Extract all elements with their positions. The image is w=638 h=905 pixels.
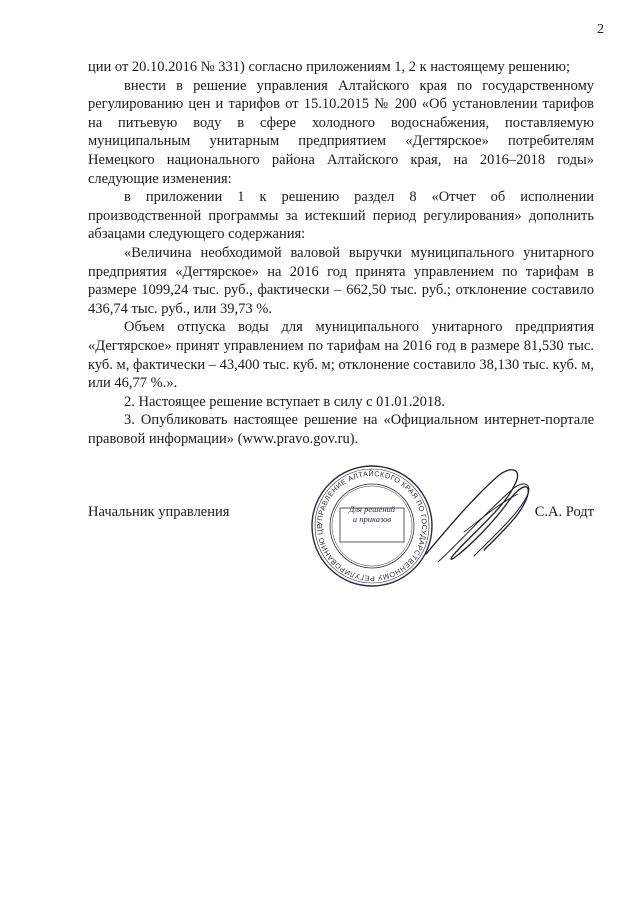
paragraph-revenue: «Величина необходимой валовой выручки муниципального унитарного предприятия «Дегтярское» на 2016 год принята управлением по тарифам в размере 1099,24 тыс. руб., фактически – 662,50 тыс. руб.; отклонение составило 436,74 тыс. руб., или 39,73 %. bbox=[88, 244, 594, 317]
position-title: Начальник управления bbox=[88, 504, 230, 520]
document-body bbox=[88, 58, 594, 448]
stamp-ring-text: УПРАВЛЕНИЕ АЛТАЙСКОГО КРАЯ ПО ГОСУДАРСТВЕННОМУ РЕГУЛИРОВАНИЮ ЦЕН И ТАРИФОВ * ИНН 2221177627 bbox=[307, 457, 430, 584]
paragraph-effective-date: 2. Настоящее решение вступает в силу с 01.01.2018. bbox=[124, 393, 446, 410]
signature-scribble-icon bbox=[418, 458, 538, 578]
paragraph-publication: 3. Опубликовать настоящее решение на «Официальном интернет-портале правовой информации» (www.pravo.gov.ru). bbox=[88, 412, 594, 447]
stamp-center-line-2: и приказов bbox=[352, 514, 392, 524]
page-number: 2 bbox=[597, 22, 604, 37]
paragraph-water-volume: Объем отпуска воды для муниципального унитарного предприятия «Дегтярское» принят управлением по тарифам на 2016 год в размере 81,530 тыс. куб. м, фактически – 43,400 тыс. куб. м; отклонение составило 38,130 тыс. куб. м, или 46,77 %.». bbox=[88, 319, 594, 392]
official-stamp bbox=[307, 457, 434, 588]
handwritten-signature bbox=[418, 458, 538, 578]
stamp-center-line-1: Для решений bbox=[348, 504, 396, 514]
paragraph-amendment-intro: внести в решение управления Алтайского края по государственному регулированию цен и тарифов от 15.10.2015 № 200 «Об установлении тарифов на питьевую воду в сфере холодного водоснабжения, поставляемую муниципальным унитарным предприятием «Дегтярское» потребителям Немецкого национального района Алтайского края, на 2016–2018 годы» следующие изменения: bbox=[88, 77, 594, 187]
paragraph-appendix-change: в приложении 1 к решению раздел 8 «Отчет об исполнении производственной программы за истекший период регулирования» дополнить абзацами следующего содержания: bbox=[88, 189, 594, 243]
signature-block bbox=[88, 457, 594, 590]
stamp-center-label bbox=[340, 504, 404, 540]
signer-name: С.А. Родт bbox=[534, 504, 594, 520]
paragraph-continuation: ции от 20.10.2016 № 331) согласно приложениям 1, 2 к настоящему решению; bbox=[88, 59, 571, 75]
